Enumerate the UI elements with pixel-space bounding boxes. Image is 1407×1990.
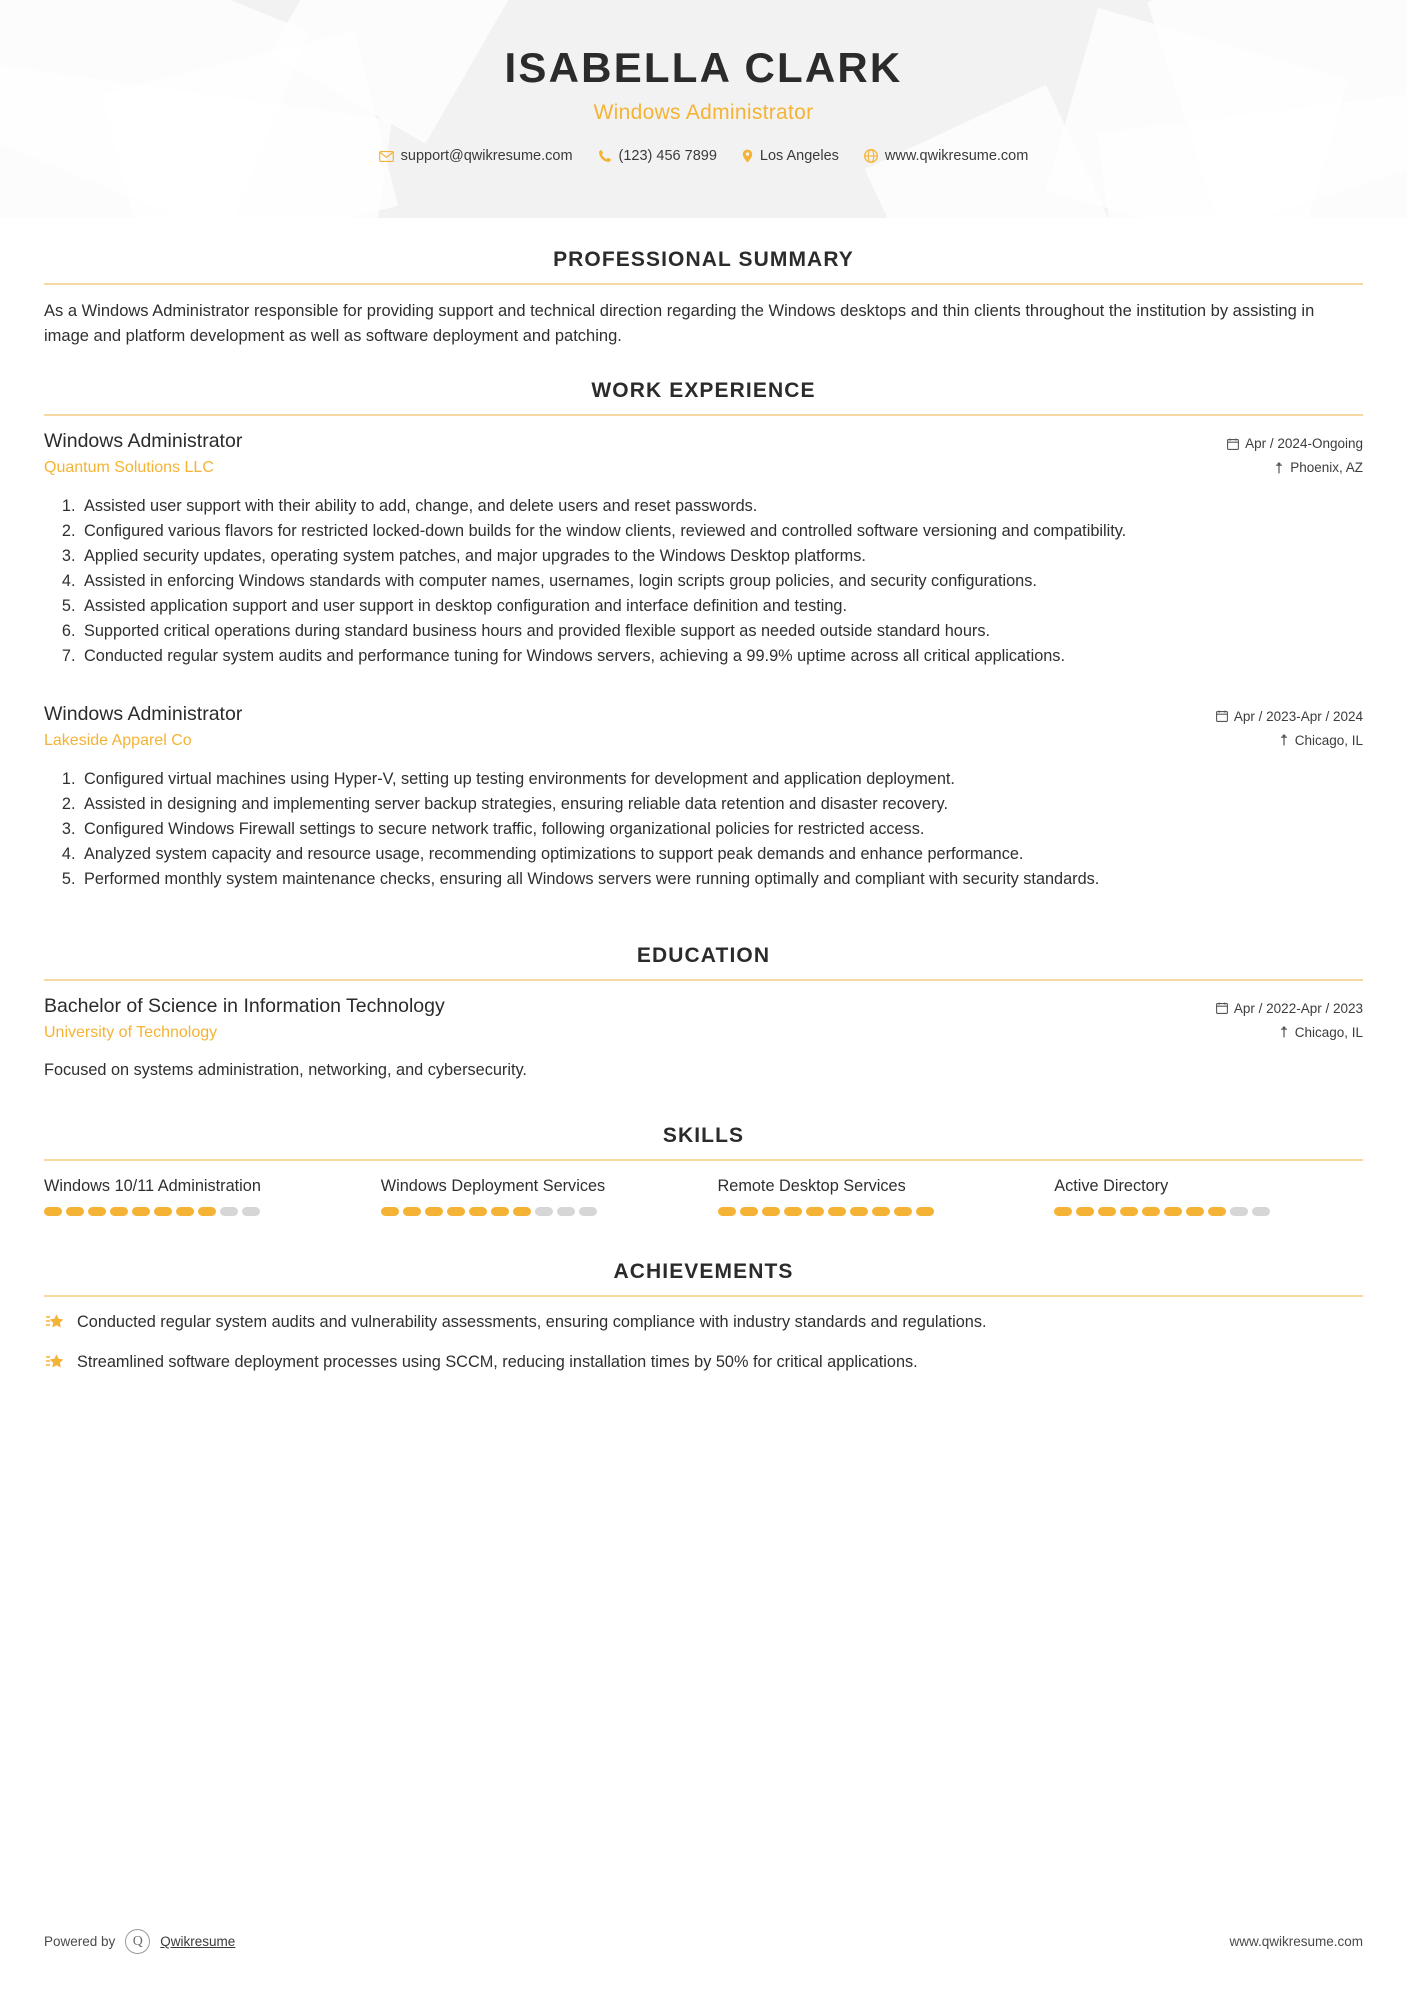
achievement-text: Conducted regular system audits and vulnerability assessments, ensuring compliance with industry standards and regulations.	[77, 1312, 987, 1331]
job-location-text: Chicago, IL	[1294, 732, 1363, 748]
skill-rating-dot	[1076, 1207, 1094, 1216]
job-location-text: Phoenix, AZ	[1290, 460, 1363, 476]
achievement-text: Streamlined software deployment processes using SCCM, reducing installation times by 50% for critical applications.	[77, 1352, 918, 1371]
skill-rating-dot	[513, 1207, 531, 1216]
location-icon	[742, 149, 753, 163]
resume-body	[0, 248, 1407, 1379]
skill-rating-dot	[198, 1207, 216, 1216]
star-icon	[44, 1351, 64, 1379]
skill-rating-dot	[176, 1207, 194, 1216]
job-bullet: 5. Assisted application support and user support in desktop configuration and interface definition and testing.	[80, 595, 1363, 619]
footer-website: www.qwikresume.com	[1229, 1934, 1363, 1949]
job-location	[1227, 460, 1363, 475]
job-bullet: 1. Configured virtual machines using Hyper-V, setting up testing environments for development and application deployment.	[80, 768, 1363, 792]
skill-rating-dot	[850, 1207, 868, 1216]
skill-rating-dot	[806, 1207, 824, 1216]
powered-by-label: Powered by	[44, 1934, 116, 1949]
job-dates	[1227, 436, 1363, 451]
contact-location-text: Los Angeles	[759, 148, 839, 164]
skill-rating-dot	[1252, 1207, 1270, 1216]
star-icon	[44, 1311, 64, 1339]
page-footer	[44, 1929, 1363, 1954]
skill-rating-dot	[828, 1207, 846, 1216]
skill-rating-dot	[894, 1207, 912, 1216]
job-dates-text: Apr / 2024-Ongoing	[1245, 436, 1363, 452]
skill-rating-dot	[1208, 1207, 1226, 1216]
education-description: Focused on systems administration, networking, and cybersecurity.	[44, 1060, 527, 1079]
skill-name: Remote Desktop Services	[717, 1176, 906, 1195]
calendar-icon	[1216, 710, 1228, 722]
skill-rating-dot	[447, 1207, 465, 1216]
achievement-item	[44, 1311, 1363, 1339]
skill-rating-dot	[154, 1207, 172, 1216]
job-role: Windows Administrator	[44, 702, 243, 725]
section-title-achievements: ACHIEVEMENTS	[613, 1259, 794, 1283]
skill-rating-dot	[1186, 1207, 1204, 1216]
skill-rating-dot	[872, 1207, 890, 1216]
skill-rating-dot	[1054, 1207, 1072, 1216]
summary-text: As a Windows Administrator responsible for providing support and technical direction regarding the Windows desktops and thin clients throughout the institution by assisting in image and platform development as well as software deployment and patching.	[44, 302, 1315, 346]
job-company: Lakeside Apparel Co	[44, 731, 192, 749]
skill-rating-dot	[242, 1207, 260, 1216]
section-divider	[44, 1295, 1363, 1297]
job-bullets	[44, 768, 1363, 892]
skill-rating	[718, 1207, 1027, 1216]
contact-location[interactable]	[733, 148, 848, 164]
calendar-icon	[1227, 438, 1239, 450]
skill-rating-dot	[784, 1207, 802, 1216]
phone-icon	[598, 149, 612, 163]
job-bullet: 5. Performed monthly system maintenance checks, ensuring all Windows servers were running optimally and compliant with security standards.	[80, 868, 1363, 892]
skill-rating-dot	[579, 1207, 597, 1216]
skill-rating-dot	[132, 1207, 150, 1216]
skill-rating-dot	[762, 1207, 780, 1216]
calendar-icon	[1216, 1002, 1228, 1014]
globe-icon	[864, 149, 878, 163]
skill-rating-dot	[66, 1207, 84, 1216]
skill-rating-dot	[1120, 1207, 1138, 1216]
skill-rating-dot	[718, 1207, 736, 1216]
education-dates	[1216, 1001, 1363, 1016]
contact-website-text: www.qwikresume.com	[884, 148, 1029, 164]
candidate-job-title: Windows Administrator	[593, 101, 814, 124]
skill-rating-dot	[220, 1207, 238, 1216]
skill-rating-dot	[1164, 1207, 1182, 1216]
section-divider	[44, 1159, 1363, 1161]
job-bullet: 4. Analyzed system capacity and resource usage, recommending optimizations to support peak demands and enhance performance.	[80, 843, 1363, 867]
section-title-skills: SKILLS	[662, 1123, 745, 1147]
job-bullet: 3. Applied security updates, operating system patches, and major upgrades to the Windows Desktop platforms.	[80, 545, 1363, 569]
skill-rating-dot	[557, 1207, 575, 1216]
job-bullet: 2. Configured various flavors for restricted locked-down builds for the window clients, reviewed and controlled software versioning and compatibility.	[80, 520, 1363, 544]
skill-rating-dot	[425, 1207, 443, 1216]
pin-icon	[1279, 734, 1289, 746]
qwikresume-logo-icon: Q	[125, 1929, 150, 1954]
candidate-name: ISABELLA CLARK	[504, 44, 903, 91]
skill-item	[44, 1175, 353, 1216]
education-degree: Bachelor of Science in Information Technology	[44, 994, 445, 1017]
job-bullet: 4. Assisted in enforcing Windows standards with computer names, usernames, login scripts group policies, and security configurations.	[80, 570, 1363, 594]
skill-name: Windows Deployment Services	[380, 1176, 606, 1195]
section-title-education: EDUCATION	[636, 943, 771, 967]
job-bullet: 7. Conducted regular system audits and performance tuning for Windows servers, achieving a 99.9% uptime across all critical applications.	[80, 645, 1363, 669]
job-location	[1216, 733, 1363, 748]
section-divider	[44, 979, 1363, 981]
contact-phone-text: (123) 456 7899	[618, 148, 717, 164]
job-role: Windows Administrator	[44, 430, 243, 453]
skill-rating-dot	[403, 1207, 421, 1216]
job-dates	[1216, 709, 1363, 724]
skill-name: Active Directory	[1054, 1176, 1169, 1195]
skill-rating-dot	[88, 1207, 106, 1216]
skill-rating-dot	[44, 1207, 62, 1216]
contact-email[interactable]	[370, 148, 582, 164]
skill-name: Windows 10/11 Administration	[44, 1176, 261, 1195]
skill-rating-dot	[916, 1207, 934, 1216]
skills-grid	[44, 1175, 1363, 1216]
skill-rating-dot	[1230, 1207, 1248, 1216]
section-divider	[44, 414, 1363, 416]
education-entry	[44, 995, 1363, 1080]
pin-icon	[1279, 1026, 1289, 1038]
skill-rating-dot	[740, 1207, 758, 1216]
skill-item	[381, 1175, 690, 1216]
experience-entry	[44, 703, 1363, 892]
skill-rating-dot	[535, 1207, 553, 1216]
skill-item	[718, 1175, 1027, 1216]
job-bullet: 2. Assisted in designing and implementing server backup strategies, ensuring reliable data retention and disaster recovery.	[80, 793, 1363, 817]
skill-rating-dot	[110, 1207, 128, 1216]
skill-rating-dot	[381, 1207, 399, 1216]
job-bullets	[44, 495, 1363, 669]
skill-rating	[44, 1207, 353, 1216]
contact-website[interactable]	[855, 148, 1037, 164]
skill-item	[1054, 1175, 1363, 1216]
job-bullet: 6. Supported critical operations during standard business hours and provided flexible support as needed outside standard hours.	[80, 620, 1363, 644]
contact-phone[interactable]	[589, 148, 726, 164]
experience-entry	[44, 430, 1363, 669]
job-dates-text: Apr / 2023-Apr / 2024	[1233, 708, 1363, 724]
section-title-experience: WORK EXPERIENCE	[591, 379, 816, 403]
education-school: University of Technology	[44, 1023, 218, 1041]
education-dates-text: Apr / 2022-Apr / 2023	[1233, 1000, 1363, 1016]
job-bullet: 3. Configured Windows Firewall settings to secure network traffic, following organizational policies for restricted access.	[80, 818, 1363, 842]
resume-header	[0, 0, 1407, 218]
skill-rating-dot	[491, 1207, 509, 1216]
contact-email-text: support@qwikresume.com	[400, 148, 573, 164]
skill-rating	[1054, 1207, 1363, 1216]
skill-rating-dot	[1098, 1207, 1116, 1216]
job-company: Quantum Solutions LLC	[44, 459, 214, 477]
skill-rating-dot	[469, 1207, 487, 1216]
pin-icon	[1274, 462, 1284, 474]
section-divider	[44, 283, 1363, 285]
skill-rating-dot	[1142, 1207, 1160, 1216]
job-bullet: 1. Assisted user support with their ability to add, change, and delete users and reset passwords.	[80, 495, 1363, 519]
contact-row	[0, 148, 1407, 164]
achievement-item	[44, 1351, 1363, 1379]
education-location	[1216, 1025, 1363, 1040]
section-title-summary: PROFESSIONAL SUMMARY	[553, 248, 854, 271]
email-icon	[379, 151, 394, 162]
skill-rating	[381, 1207, 690, 1216]
qwikresume-link[interactable]: Qwikresume	[160, 1934, 236, 1949]
education-location-text: Chicago, IL	[1294, 1024, 1363, 1040]
